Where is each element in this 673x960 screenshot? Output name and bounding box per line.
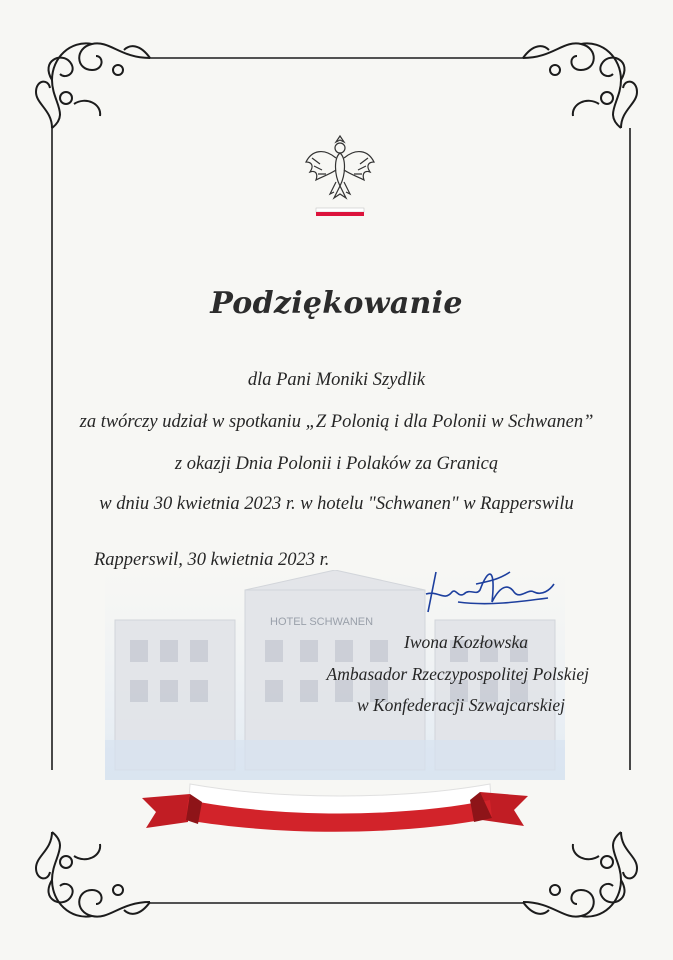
polish-eagle-icon (300, 128, 380, 220)
signatory-location: w Konfederacji Szwajcarskiej (356, 695, 565, 715)
signatory-name: Iwona Kozłowska (404, 632, 528, 652)
corner-flourish-icon (36, 43, 150, 128)
handwritten-signature-icon (418, 562, 558, 622)
flag-red-bar (316, 212, 364, 216)
place-date: Rapperswil, 30 kwietnia 2023 r. (94, 550, 330, 570)
watermark-hotel-sign: HOTEL SCHWANEN (270, 616, 374, 628)
flag-ribbon-icon (130, 770, 540, 840)
reason-line: za twórczy udział w spotkaniu „Z Polonią i dla Polonii w Schwanen” (79, 412, 594, 432)
recipient-line: dla Pani Moniki Szydlik (247, 370, 426, 390)
certificate-title: Podziękowanie (210, 286, 463, 321)
date-venue-line: w dniu 30 kwietnia 2023 r. w hotelu "Schwanen" w Rapperswilu (99, 494, 574, 514)
occasion-line: z okazji Dnia Polonii i Polaków za Granicą (174, 454, 499, 474)
signatory-role: Ambasador Rzeczypospolitej Polskiej (326, 664, 589, 684)
